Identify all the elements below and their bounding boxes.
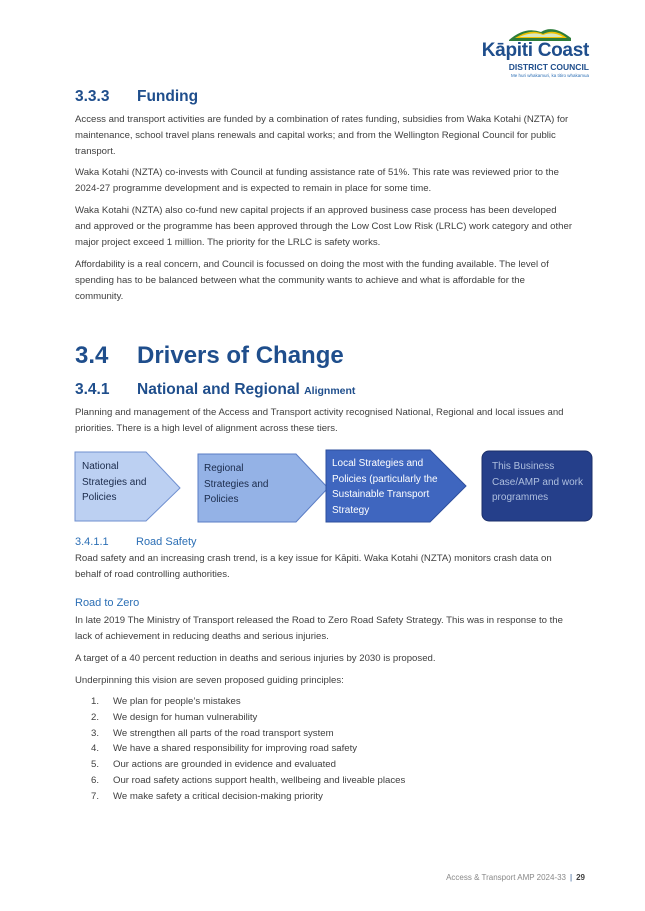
list-item: 2. We design for human vulnerability [91, 711, 258, 723]
footer-separator: | [570, 873, 573, 882]
funding-paragraph-1: Access and transport activities are funded by a combination of rates funding, subsidies from Waka Kotahi (NZTA) for maintenance, school travel plans renewals and capital works; and from the Wellington Regional Council for public transport. [75, 114, 569, 157]
list-item: 1. We plan for people’s mistakes [91, 696, 241, 707]
drivers-number: 3.4 [75, 342, 109, 369]
alignment-paragraph: Planning and management of the Access and Transport activity recognised National, Regional and local issues and priorities. There is a high level of alignment across these tiers. [75, 407, 564, 434]
funding-number: 3.3.3 [75, 88, 110, 105]
page-number: 29 [576, 873, 585, 882]
logo-tagline: Me huri whakamuri, ka titiro whakamua [510, 73, 589, 78]
road-to-zero-paragraph-3: Underpinning this vision are seven proposed guiding principles: [75, 675, 344, 686]
logo-subtitle: DISTRICT COUNCIL [508, 62, 589, 72]
alignment-title-small: Alignment [304, 385, 356, 397]
road-safety-paragraph: Road safety and an increasing crash trend, is a key issue for Kāpiti. Waka Kotahi (NZTA) monitors crash data on behalf of road controlling authorities. [75, 553, 552, 580]
alignment-number: 3.4.1 [75, 381, 110, 398]
alignment-heading [75, 381, 355, 399]
guiding-principles-list [91, 694, 405, 805]
road-safety-title: Road Safety [136, 536, 197, 548]
drivers-heading [75, 342, 344, 370]
list-item: 4. We have a shared responsibility for improving road safety [91, 743, 358, 755]
funding-title: Funding [137, 88, 199, 105]
council-logo [479, 22, 589, 80]
list-item: 7. We make safety a critical decision-making priority [91, 790, 323, 802]
footer-doc-title: Access & Transport AMP 2024-33 [446, 873, 567, 882]
flow-step-regional: Regional Strategies and Policies [204, 463, 269, 505]
logo-name: Kāpiti Coast [481, 40, 589, 61]
list-item: 5. Our actions are grounded in evidence and evaluated [91, 759, 336, 771]
funding-paragraph-2: Waka Kotahi (NZTA) co-invests with Council at funding assistance rate of 51%. This rate was reviewed prior to the 2024-27 programme development and is expected to remain in place for some time. [75, 167, 559, 194]
funding-paragraph-4: Affordability is a real concern, and Council is focussed on doing the most with the funding available. The level of spending has to be balanced between what the community wants to achieve and what is affordable for the community. [75, 259, 549, 302]
list-item: 6. Our road safety actions support health, wellbeing and liveable places [91, 774, 406, 786]
funding-heading [75, 88, 198, 106]
flow-step-business-case: This Business Case/AMP and work programmes [492, 461, 583, 503]
alignment-title: National and Regional [137, 381, 300, 398]
page-footer [446, 873, 585, 882]
road-safety-heading [75, 536, 197, 548]
flow-step-local: Local Strategies and Policies (particularly the Sustainable Transport Strategy [332, 458, 438, 516]
road-to-zero-paragraph-2: A target of a 40 percent reduction in deaths and serious injuries by 2030 is proposed. [75, 653, 436, 664]
flow-step-national: National Strategies and Policies [82, 461, 147, 503]
road-to-zero-heading: Road to Zero [75, 597, 140, 609]
funding-paragraph-3: Waka Kotahi (NZTA) also co-fund new capital projects if an approved business case process has been developed and approved or the programme has been approved through the Low Cost Low Risk (LRLC) work category and other major project exceed 1 million. The priority for the LRLC is safety works. [75, 205, 573, 248]
road-safety-number: 3.4.1.1 [75, 536, 109, 548]
hills-sun-icon [507, 22, 573, 42]
drivers-title: Drivers of Change [137, 342, 344, 369]
alignment-flow-diagram [74, 448, 594, 524]
road-to-zero-paragraph-1: In late 2019 The Ministry of Transport released the Road to Zero Road Safety Strategy. This was in response to the lack of achievement in reducing deaths and serious injuries. [75, 615, 563, 642]
list-item: 3. We strengthen all parts of the road transport system [91, 727, 334, 739]
